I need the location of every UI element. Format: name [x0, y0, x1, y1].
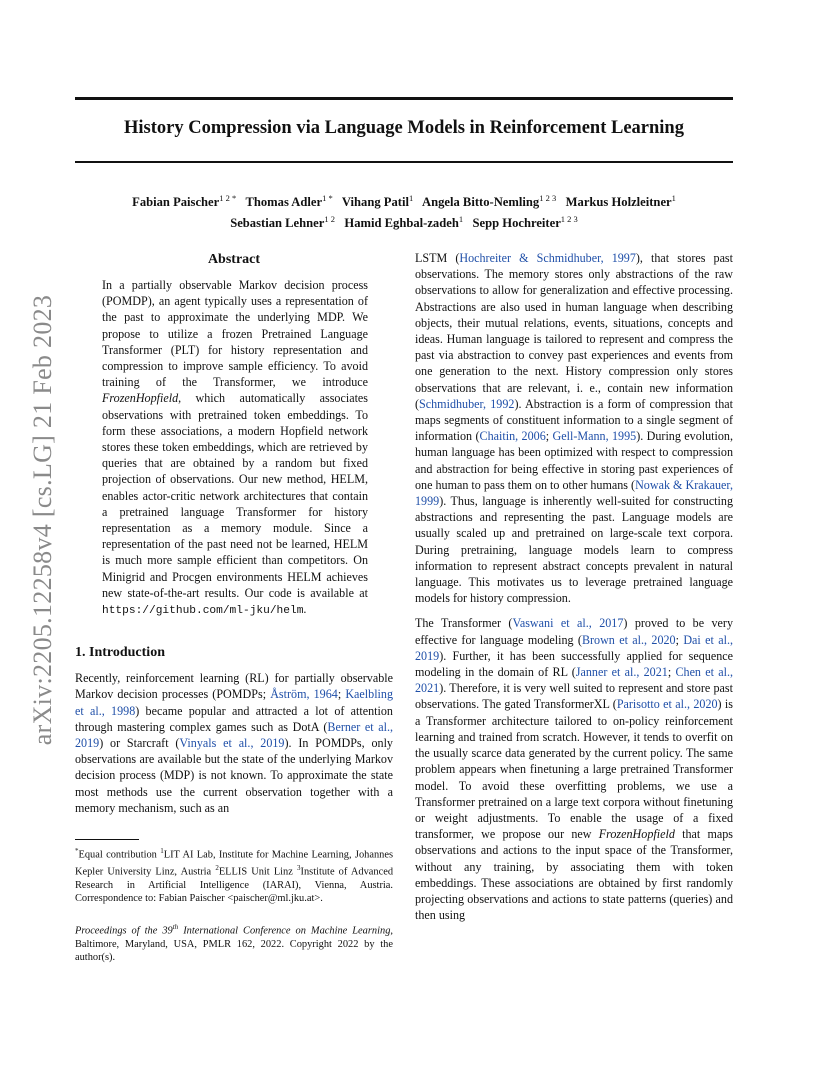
citation-link[interactable]: Gell-Mann, 1995	[552, 429, 637, 444]
proceedings-note: Proceedings of the 39th International Conference on Machine Learning, Baltimore, Maryland, USA, PMLR 162, 2022. Copyright 2022 by the author(s).	[75, 922, 393, 963]
code-repository-link[interactable]: https://github.com/ml-jku/helm	[102, 605, 304, 618]
author: Sepp Hochreiter$^{1 2 3}$	[472, 214, 578, 231]
citation-link[interactable]: Schmidhuber, 1992	[419, 396, 515, 411]
citation-link[interactable]: Chaitin, 2006	[479, 429, 546, 444]
citation-link[interactable]: Chen et al., 2021	[415, 665, 733, 696]
author: Angela Bitto-Nemling$^{1 2 3}$	[422, 193, 557, 210]
citation-link[interactable]: Åström, 1964	[270, 687, 338, 702]
author: Thomas Adler$^{1 *}$	[245, 193, 333, 210]
title-bottom-rule	[75, 161, 733, 163]
citation-link[interactable]: Vinyals et al., 2019	[179, 736, 285, 751]
arxiv-identifier-stamp: arXiv:2205.12258v4 [cs.LG] 21 Feb 2023	[28, 294, 57, 746]
abstract-text: In a partially observable Markov decision process (POMDP), an agent typically uses a representation of the past to approximate the underlying MDP. We propose to utilize a frozen Pretrained Language Transformer (PLT) for history representation and compression to improve sample efficiency. To avoid training of the Transformer, we introduce FrozenHopfield, which automatically associates observations with pretrained token embeddings. To form these associations, a modern Hopfield network stores these token embeddings, which are retrieved by queries that are obtained by a random but fixed projection of observations. Our new method, HELM, enables actor-critic network architectures that contain a pretrained language Transformer for history representation as a memory module. Since a representation of the past need not be learned, HELM is much more sample efficient than competitors. On Minigrid and Procgen environments HELM achieves new state-of-the-art results. Our code is available at https://github.com/ml-jku/helm.	[102, 278, 368, 618]
citation-link[interactable]: Janner et al., 2021	[575, 665, 668, 680]
citation-link[interactable]: Berner et al., 2019	[75, 719, 393, 751]
left-column	[75, 252, 393, 964]
title-top-rule	[75, 97, 733, 100]
right-column	[415, 250, 733, 923]
affiliations-footnote: *Equal contribution $^1$LIT AI Lab, Institute for Machine Learning, Johannes Kepler University Linz, Austria $^2$ELLIS Unit Linz $^3$Institute of Advanced Research in Artificial Intelligence (IARAI), Vienna, Austria. Correspondence to: Fabian Paischer <paischer@ml.jku.at>.	[75, 847, 394, 905]
body-paragraph: LSTM (Hochreiter & Schmidhuber, 1997), that stores past observations. The memory stores only abstractions of the raw observations to allow for generalization and effective processing. Abstractions are also used in human language when describing objects, their mutual relations, events, situations, concepts and ideas. Human language is tailored to represent and compress the past via abstraction to convey past experiences and events from one generation to the next. History compression only stores observations that are relevant, i. e., contain new information (Schmidhuber, 1992). Abstraction is a form of compression that maps segments of constituent information to a single segment of information (Chaitin, 2006; Gell-Mann, 1995). During evolution, human language has been optimized with respect to compression and abstraction for being effective in storing past experiences of one human to pass them on to other humans (Nowak & Krakauer, 1999). Thus, language is inherently well-suited for constructing abstractions and representing the past. Language models are usually scaled up and pretrained on large-scale text corpora. During pretraining, language models learn to compress information to represent abstract concepts prevalent in natural language. This motivates us to leverage pretrained language models for history compression.	[415, 251, 733, 606]
citation-link[interactable]: Brown et al., 2020	[581, 632, 676, 647]
citation-link[interactable]: Kaelbling et al., 1998	[75, 687, 394, 718]
author: Hamid Eghbal-zadeh$^1$	[344, 214, 464, 231]
citation-link[interactable]: Nowak & Krakauer, 1999	[415, 477, 733, 509]
author: Markus Holzleitner$^1$	[565, 193, 676, 210]
author-line-1	[90, 190, 718, 211]
citation-link[interactable]: Vaswani et al., 2017	[512, 616, 624, 631]
author-list	[90, 190, 718, 232]
author: Vihang Patil$^1$	[341, 193, 414, 210]
abstract-heading: Abstract	[207, 252, 261, 267]
paper-title: History Compression via Language Models in Reinforcement Learning	[124, 118, 684, 138]
body-paragraph: The Transformer (Vaswani et al., 2017) proved to be very effective for language modeling (Brown et al., 2020; Dai et al., 2019). Further, it has been successfully applied for sequence modeling in the domain of RL (Janner et al., 2021; Chen et al., 2021). Therefore, it is very well suited to represent and store past observations. The gated TransformerXL (Parisotto et al., 2020) is a Transformer architecture tailored to on-policy reinforcement learning and trained from scratch. However, it tends to overfit on the usually scarce data generated by the current policy. The same problem appears when finetuning a large pretrained Transformer model. To avoid these overfitting problems, we use a Transformer pretrained on a large text corpora without finetuning or weight adjustments. To enable the usage of a fixed transformer, we propose our new FrozenHopfield that maps observations and actions to the input space of the Transformer, without any training, by associating them with token embeddings. These associations are obtained by first randomly projecting observations and actions to state patterns (queries) and then using	[415, 616, 734, 923]
author: Fabian Paischer$^{1 2 *}$	[132, 193, 237, 210]
footnote-rule	[75, 839, 139, 840]
author: Sebastian Lehner$^{1 2}$	[230, 214, 335, 231]
section-heading-introduction: 1. Introduction	[75, 645, 165, 661]
citation-link[interactable]: Dai et al., 2019	[415, 632, 733, 663]
intro-paragraph: Recently, reinforcement learning (RL) for partially observable Markov decision processes (POMDPs; Åström, 1964; Kaelbling et al., 1998) became popular and attracted a lot of attention through mastering complex games such as DotA (Berner et al., 2019) or Starcraft (Vinyals et al., 2019). In POMDPs, only observations are available but the state of the underlying Markov decision process (MDP) is not known. To approximate the state most methods use the current observation together with a memory mechanism, such as an	[75, 671, 394, 815]
author-line-2	[90, 211, 718, 232]
citation-link[interactable]: Hochreiter & Schmidhuber, 1997	[459, 251, 636, 265]
citation-link[interactable]: Parisotto et al., 2020	[616, 697, 718, 712]
